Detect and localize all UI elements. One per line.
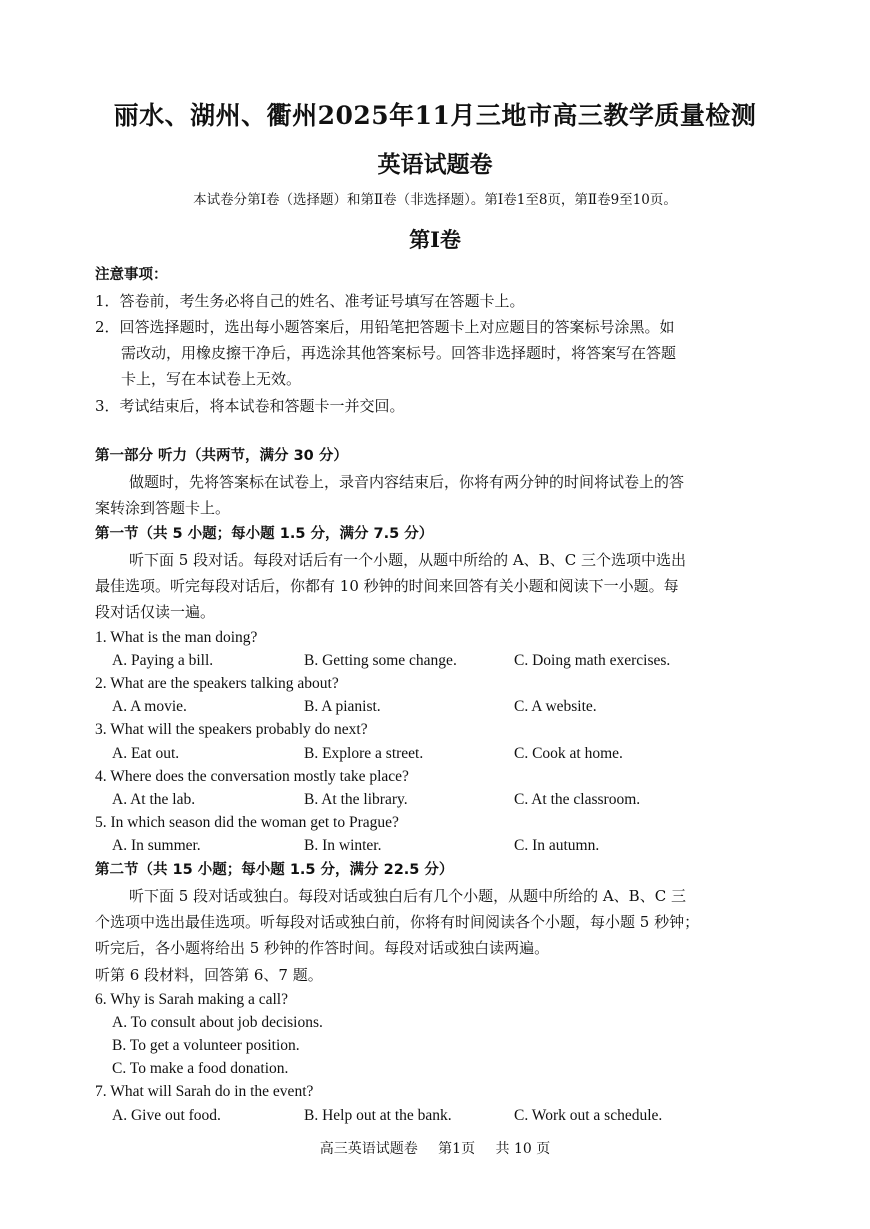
question-3-option-b: B. Explore a street. — [304, 745, 424, 762]
part1-instructions: 做题时，先将答案标在试卷上，录音内容结束后，你将有两分钟的时间将试卷上的答 — [129, 473, 685, 491]
section1-instructions: 听下面 5 段对话。每段对话后有一个小题，从题中所给的 A、B、C 三个选项中选出 — [129, 551, 686, 569]
notes-heading: 注意事项： — [95, 267, 168, 283]
question-1-option-c: C. Doing math exercises. — [514, 652, 671, 669]
question-4: 4. Where does the conversation mostly take place? — [95, 768, 409, 785]
question-5-option-c: C. In autumn. — [514, 837, 600, 854]
footer-paper-name: 高三英语试题卷 — [319, 1141, 418, 1157]
note-item-2: 2．回答选择题时，选出每小题答案后，用铅笔把答题卡上对应题目的答案标号涂黑。如 — [95, 318, 675, 336]
question-5: 5. In which season did the woman get to Prague? — [95, 814, 399, 831]
note-item-1: 1．答卷前，考生务必将自己的姓名、准考证号填写在答题卡上。 — [95, 292, 525, 310]
section1-instructions-cont: 段对话仅读一遍。 — [95, 603, 216, 621]
part1-heading: 第一部分 听力（共两节，满分 30 分） — [95, 448, 348, 464]
section2-instructions-cont: 听完后，各小题将给出 5 秒钟的作答时间。每段对话或独白读两遍。 — [95, 939, 550, 957]
question-5-option-a: A. In summer. — [112, 837, 201, 854]
question-7-option-c: C. Work out a schedule. — [514, 1107, 663, 1124]
question-7-option-b: B. Help out at the bank. — [304, 1107, 452, 1124]
exam-subtitle: 英语试题卷 — [377, 151, 493, 178]
question-6-option-a: A. To consult about job decisions. — [112, 1014, 323, 1031]
volume-title: 第Ⅰ卷 — [409, 227, 461, 252]
section1-heading: 第一节（共 5 小题；每小题 1.5 分，满分 7.5 分） — [95, 526, 434, 542]
section1-instructions-cont: 最佳选项。听完每段对话后，你都有 10 秒钟的时间来回答有关小题和阅读下一小题。每 — [95, 577, 679, 595]
question-7: 7. What will Sarah do in the event? — [95, 1083, 314, 1100]
section2-heading: 第二节（共 15 小题；每小题 1.5 分，满分 22.5 分） — [95, 862, 454, 878]
question-4-option-c: C. At the classroom. — [514, 791, 641, 808]
note-item-3: 3．考试结束后，将本试卷和答题卡一并交回。 — [95, 397, 405, 415]
exam-title: 丽水、湖州、衢州2025年11月三地市高三教学质量检测 — [113, 101, 757, 130]
question-4-option-b: B. At the library. — [304, 791, 408, 808]
question-1-option-a: A. Paying a bill. — [112, 652, 214, 669]
question-7-option-a: A. Give out food. — [112, 1107, 221, 1124]
exam-intro: 本试卷分第Ⅰ卷（选择题）和第Ⅱ卷（非选择题）。第Ⅰ卷1至8页，第Ⅱ卷9至10页。 — [193, 192, 677, 208]
question-1-option-b: B. Getting some change. — [304, 652, 457, 669]
question-6-option-b: B. To get a volunteer position. — [112, 1037, 300, 1054]
question-5-option-b: B. In winter. — [304, 837, 382, 854]
question-6: 6. Why is Sarah making a call? — [95, 991, 288, 1008]
footer-page-number: 第1页 — [438, 1141, 476, 1157]
material-instruction: 听第 6 段材料，回答第 6、7 题。 — [95, 966, 323, 984]
footer-total-pages: 共 10 页 — [495, 1141, 551, 1157]
note-item-2-cont: 卡上，写在本试卷上无效。 — [121, 370, 302, 388]
question-1: 1. What is the man doing? — [95, 629, 258, 646]
section2-instructions: 听下面 5 段对话或独白。每段对话或独白后有几个小题，从题中所给的 A、B、C 三 — [129, 887, 686, 905]
question-2: 2. What are the speakers talking about? — [95, 675, 339, 692]
question-3: 3. What will the speakers probably do next? — [95, 721, 368, 738]
part1-instructions-cont: 案转涂到答题卡上。 — [95, 499, 231, 517]
section2-instructions-cont: 个选项中选出最佳选项。听每段对话或独白前，你将有时间阅读各个小题，每小题 5 秒钟； — [95, 913, 700, 931]
question-3-option-c: C. Cook at home. — [514, 745, 623, 762]
page-footer — [0, 1138, 870, 1158]
question-6-option-c: C. To make a food donation. — [112, 1060, 289, 1077]
question-2-option-c: C. A website. — [514, 698, 597, 715]
question-2-option-b: B. A pianist. — [304, 698, 381, 715]
question-3-option-a: A. Eat out. — [112, 745, 180, 762]
question-4-option-a: A. At the lab. — [112, 791, 196, 808]
note-item-2-cont: 需改动，用橡皮擦干净后，再选涂其他答案标号。回答非选择题时，将答案写在答题 — [121, 344, 677, 362]
question-2-option-a: A. A movie. — [112, 698, 187, 715]
